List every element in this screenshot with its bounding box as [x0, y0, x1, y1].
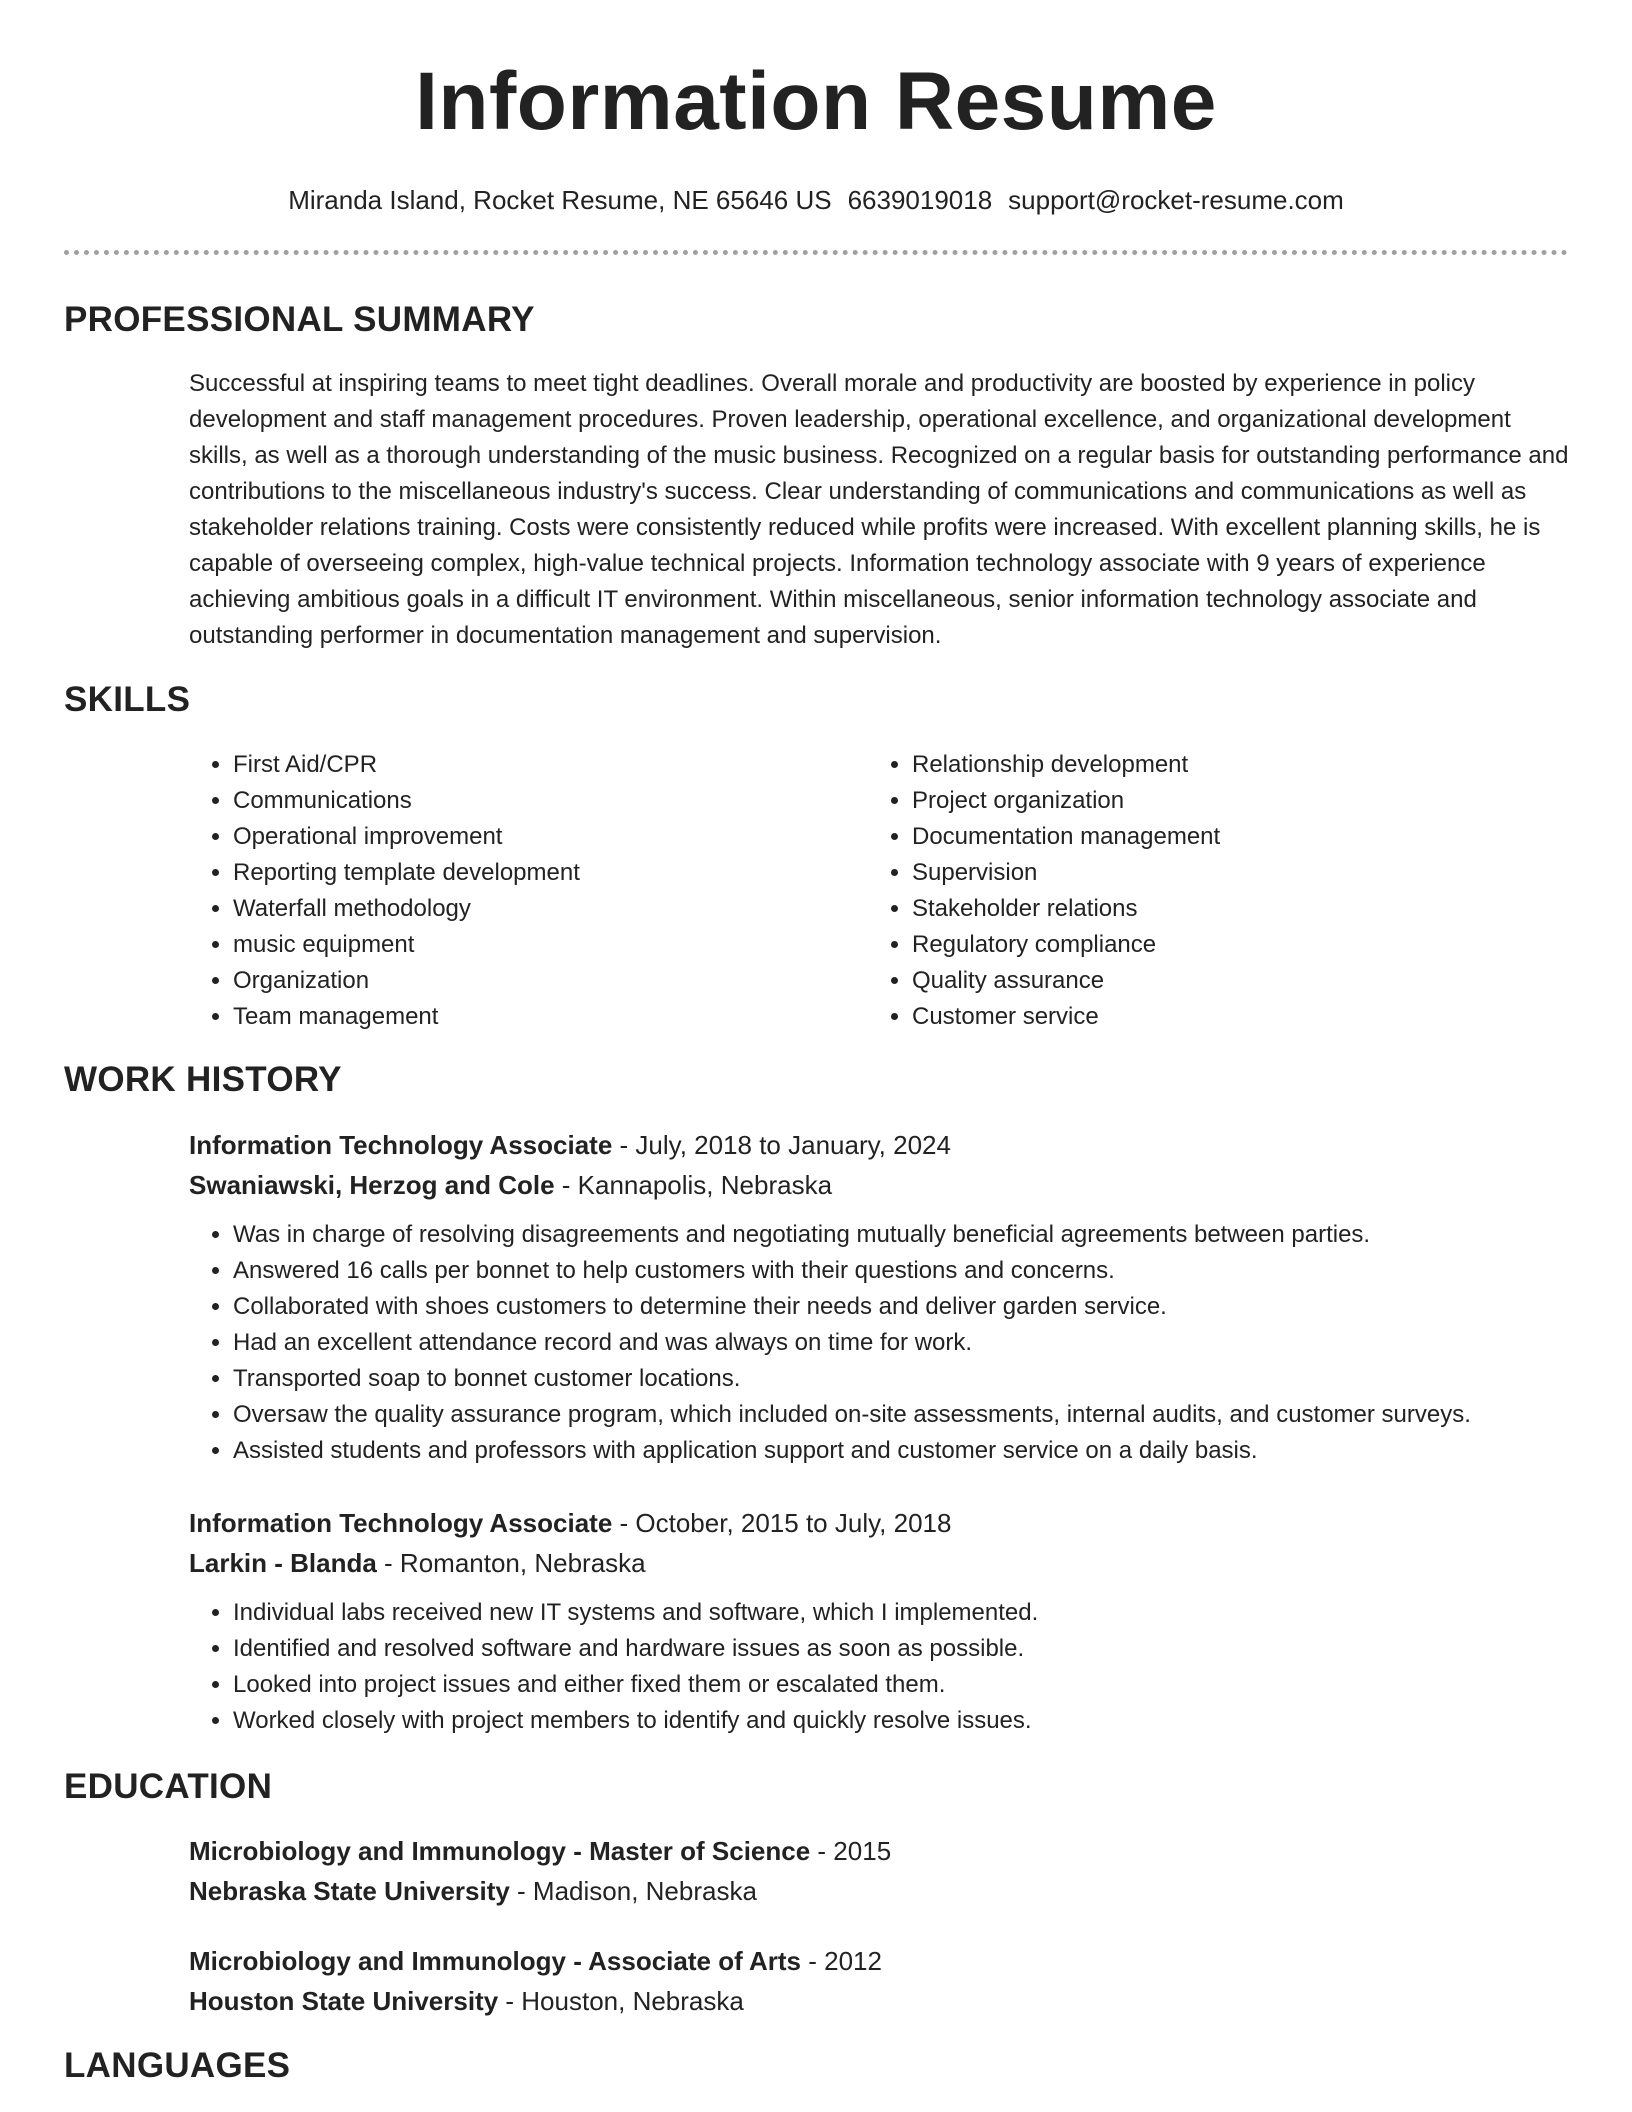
education-school-line: [189, 1981, 1569, 2021]
skill-item: • Relationship development: [912, 747, 1220, 783]
skills-column-2: [868, 747, 1220, 1035]
education-degree-line: [189, 1941, 1569, 1981]
header-divider: [64, 250, 1568, 255]
job-title-line: [189, 1125, 1569, 1165]
job-bullet: • Individual labs received new IT systems and software, which I implemented.: [233, 1595, 1569, 1631]
job-bullet: • Had an excellent attendance record and was always on time for work.: [233, 1325, 1569, 1361]
job-bullets: [189, 1217, 1569, 1469]
education-school: Nebraska State University: [189, 1876, 510, 1906]
job-bullet: • Answered 16 calls per bonnet to help customers with their questions and concerns.: [233, 1253, 1569, 1289]
job-bullet: • Identified and resolved software and hardware issues as soon as possible.: [233, 1631, 1569, 1667]
education-entry: [189, 1831, 1569, 1911]
job-bullet: • Looked into project issues and either fixed them or escalated them.: [233, 1667, 1569, 1703]
job-company: Larkin - Blanda: [189, 1548, 377, 1578]
education-degree: Microbiology and Immunology - Master of Science: [189, 1836, 811, 1866]
skill-item: • Stakeholder relations: [912, 891, 1220, 927]
job-location: - Kannapolis, Nebraska: [554, 1170, 833, 1200]
skill-item: • Operational improvement: [233, 819, 580, 855]
job-company: Swaniawski, Herzog and Cole: [189, 1170, 555, 1200]
job-title: Information Technology Associate: [189, 1130, 613, 1160]
education-year: - 2012: [801, 1946, 882, 1976]
summary-text: Successful at inspiring teams to meet tight deadlines. Overall morale and productivity are boosted by experience in policy development and staff management procedures. Proven leadership, operational excellence, and organizational development skills, as well as a thorough understanding of the music business. Recognized on a regular basis for outstanding performance and contributions to the miscellaneous industry's success. Clear understanding of communications and communications as well as stakeholder relations training. Costs were consistently reduced while profits were increased. With excellent planning skills, he is capable of overseeing complex, high-value technical projects. Information technology associate with 9 years of experience achieving ambitious goals in a difficult IT environment. Within miscellaneous, senior information technology associate and outstanding performer in documentation management and supervision.: [189, 370, 1569, 649]
contact-phone: 6639019018: [847, 185, 993, 215]
education-location: - Houston, Nebraska: [498, 1986, 744, 2016]
skill-item: • Supervision: [912, 855, 1220, 891]
job-company-line: [189, 1543, 1569, 1583]
skill-item: • Project organization: [912, 783, 1220, 819]
section-title-work-history: WORK HISTORY: [64, 1060, 342, 1099]
job-bullet: • Worked closely with project members to identify and quickly resolve issues.: [233, 1703, 1569, 1739]
job-bullet: • Oversaw the quality assurance program, which included on-site assessments, internal audits, and customer surveys.: [233, 1397, 1569, 1433]
section-title-languages: LANGUAGES: [64, 2046, 291, 2085]
job-bullet: • Collaborated with shoes customers to determine their needs and deliver garden service.: [233, 1289, 1569, 1325]
job-bullet: • Was in charge of resolving disagreements and negotiating mutually beneficial agreements between parties.: [233, 1217, 1569, 1253]
skill-item: • music equipment: [233, 927, 580, 963]
skill-item: • Reporting template development: [233, 855, 580, 891]
education-entry: [189, 1941, 1569, 2021]
skill-item: • Team management: [233, 999, 580, 1035]
skill-item: • Quality assurance: [912, 963, 1220, 999]
skill-item: • Communications: [233, 783, 580, 819]
job-dates: - July, 2018 to January, 2024: [612, 1130, 951, 1160]
education-school-line: [189, 1871, 1569, 1911]
education-school: Houston State University: [189, 1986, 499, 2016]
job-title-line: [189, 1503, 1569, 1543]
education-year: - 2015: [810, 1836, 892, 1866]
job-bullets: [189, 1595, 1569, 1739]
job-location: - Romanton, Nebraska: [376, 1548, 646, 1578]
job-title: Information Technology Associate: [189, 1508, 613, 1538]
contact-email: support@rocket-resume.com: [1008, 185, 1344, 215]
education-location: - Madison, Nebraska: [509, 1876, 757, 1906]
skills-list: [189, 747, 1569, 1037]
section-title-summary: PROFESSIONAL SUMMARY: [64, 300, 535, 339]
job-bullet: • Transported soap to bonnet customer locations.: [233, 1361, 1569, 1397]
skill-item: • Regulatory compliance: [912, 927, 1220, 963]
contact-address: Miranda Island, Rocket Resume, NE 65646 US: [288, 185, 832, 215]
job-bullet: • Assisted students and professors with application support and customer service on a daily basis.: [233, 1433, 1569, 1469]
section-title-skills: SKILLS: [64, 680, 191, 719]
skills-column-1: [189, 747, 580, 1035]
job-entry: [189, 1503, 1569, 1739]
skill-item: • Documentation management: [912, 819, 1220, 855]
job-company-line: [189, 1165, 1569, 1205]
skill-item: • First Aid/CPR: [233, 747, 580, 783]
skill-item: • Waterfall methodology: [233, 891, 580, 927]
resume-title: Information Resume: [415, 56, 1217, 147]
education-degree: Microbiology and Immunology - Associate of Arts: [189, 1946, 802, 1976]
job-dates: - October, 2015 to July, 2018: [612, 1508, 952, 1538]
contact-line: [0, 180, 1632, 220]
education-degree-line: [189, 1831, 1569, 1871]
section-title-education: EDUCATION: [64, 1767, 273, 1806]
skill-item: • Organization: [233, 963, 580, 999]
job-entry: [189, 1125, 1569, 1469]
skill-item: • Customer service: [912, 999, 1220, 1035]
